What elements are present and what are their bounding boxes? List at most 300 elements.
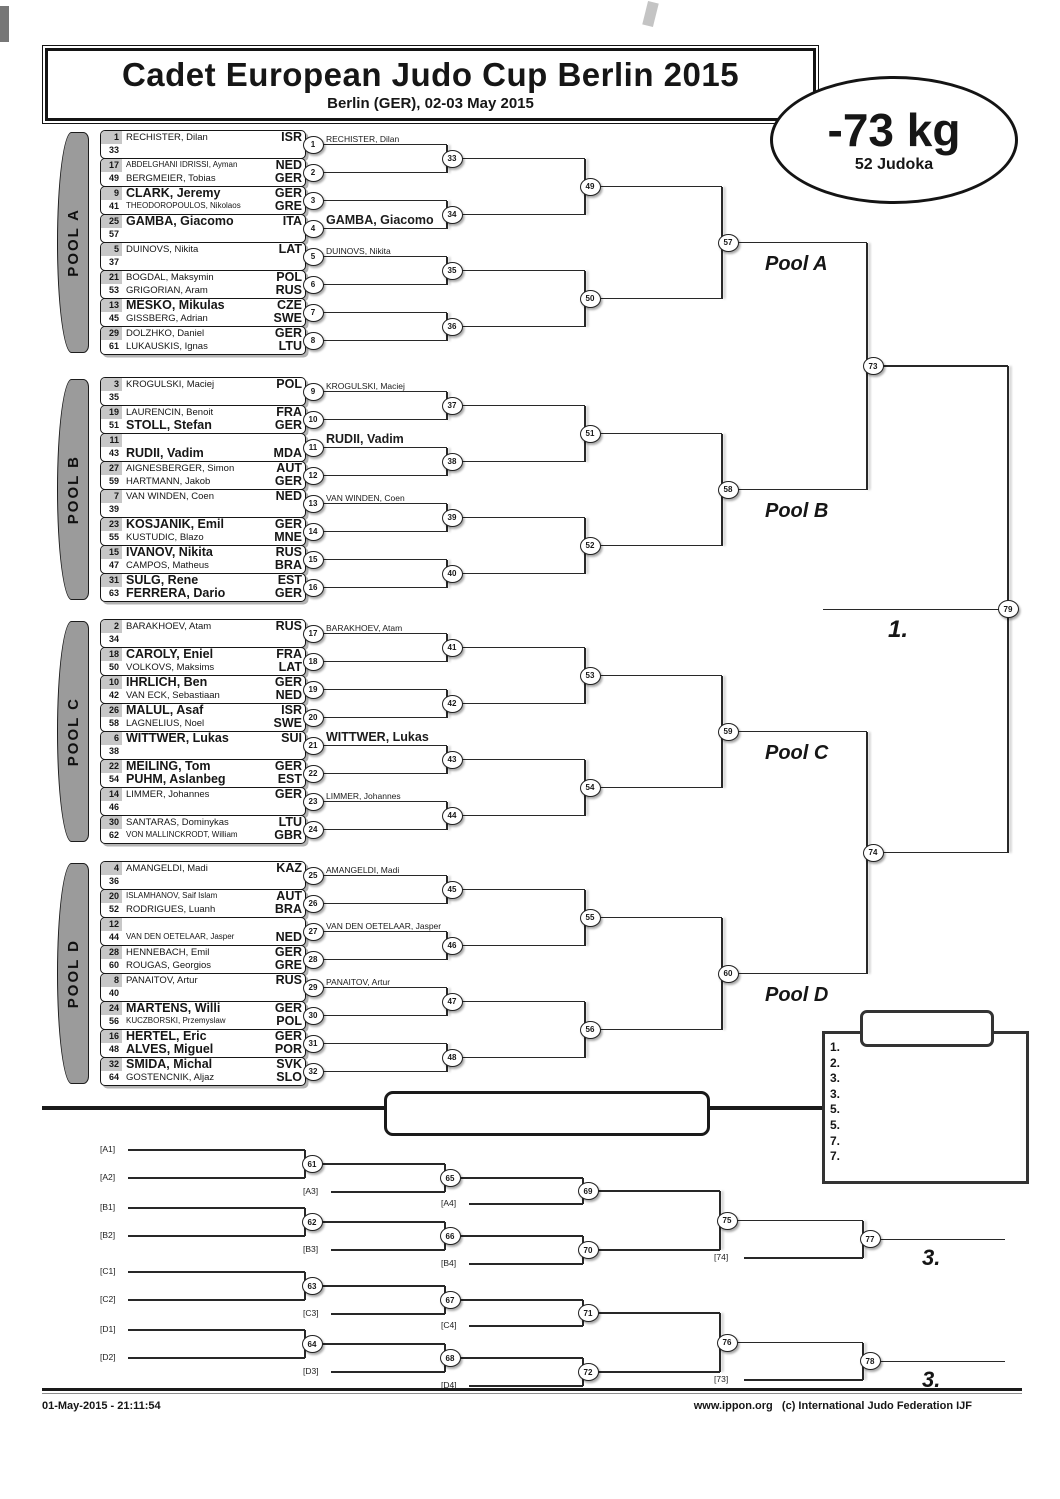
athlete-pair-box bbox=[100, 973, 306, 1002]
pool-label: Pool B bbox=[765, 499, 829, 522]
athlete-seed-number: 49 bbox=[108, 173, 119, 184]
athlete-seed-number: 7 bbox=[101, 490, 122, 503]
match-circle-21: 21 bbox=[303, 737, 324, 755]
weight-category-badge bbox=[770, 76, 1018, 204]
athlete-seed-number: 41 bbox=[108, 201, 119, 212]
match-circle-56: 56 bbox=[580, 1021, 601, 1039]
bracket-line-h bbox=[585, 917, 722, 919]
athlete-seed-number: 59 bbox=[108, 476, 119, 487]
athlete-row bbox=[101, 462, 305, 475]
athlete-country: RUS bbox=[275, 620, 302, 633]
athlete-pair-box bbox=[100, 815, 306, 844]
athlete-row bbox=[101, 620, 305, 633]
athlete-row bbox=[101, 215, 305, 228]
athlete-country: NED bbox=[275, 159, 302, 172]
athlete-seed-number: 17 bbox=[101, 159, 122, 172]
athlete-country: FRA bbox=[276, 648, 302, 661]
bye-athlete-label: PANAITOV, Artur bbox=[326, 976, 391, 987]
athlete-seed-number: 26 bbox=[101, 704, 122, 717]
match-circle-37: 37 bbox=[442, 397, 463, 415]
first-place-label: 1. bbox=[888, 616, 909, 644]
athlete-row bbox=[101, 689, 305, 702]
crossref-label: [73] bbox=[714, 1374, 729, 1384]
match-circle-16: 16 bbox=[303, 579, 324, 597]
repechage-slot-label: [A3] bbox=[303, 1186, 319, 1196]
athlete-seed-number: 27 bbox=[101, 462, 122, 475]
athlete-country: GER bbox=[274, 171, 302, 185]
athlete-country: RUS bbox=[275, 974, 302, 987]
athlete-row bbox=[101, 959, 305, 972]
bracket-line-h bbox=[305, 1163, 445, 1165]
match-circle-13: 13 bbox=[303, 495, 324, 513]
athlete-row bbox=[101, 256, 305, 269]
athlete-name: VOLKOVS, Maksims bbox=[126, 662, 215, 673]
pool-banner-label: POOL B bbox=[64, 454, 82, 525]
bracket-line-h bbox=[306, 587, 447, 589]
athlete-seed-number: 9 bbox=[101, 187, 122, 200]
bracket-line-h bbox=[447, 517, 585, 519]
athlete-name: IVANOV, Nikita bbox=[126, 546, 213, 559]
bracket-line-h bbox=[305, 1285, 445, 1287]
athlete-name: BERGMEIER, Tobias bbox=[126, 173, 216, 184]
bracket-line-h bbox=[306, 391, 447, 393]
match-circle-8: 8 bbox=[303, 332, 324, 350]
match-circle-33: 33 bbox=[442, 150, 463, 168]
bracket-line-h bbox=[306, 773, 447, 775]
athlete-name: CAMPOS, Matheus bbox=[126, 560, 209, 571]
athlete-seed-number: 6 bbox=[101, 732, 122, 745]
athlete-row bbox=[101, 704, 305, 717]
bye-athlete-label: DUINOVS, Nikita bbox=[326, 245, 391, 256]
athlete-country: AUT bbox=[276, 462, 302, 475]
bracket-line-h bbox=[585, 675, 722, 677]
athlete-country: GER bbox=[274, 474, 302, 488]
athlete-name: ALVES, Miguel bbox=[126, 1043, 214, 1056]
athlete-row bbox=[101, 327, 305, 340]
match-circle-34: 34 bbox=[442, 206, 463, 224]
bracket-line-h bbox=[306, 959, 447, 961]
athlete-name: VAN ECK, Sebastiaan bbox=[126, 690, 220, 701]
match-circle-61: 61 bbox=[302, 1155, 323, 1173]
athlete-pair-box bbox=[100, 647, 306, 676]
bracket-line-h bbox=[583, 1249, 720, 1251]
athlete-seed-number: 19 bbox=[101, 406, 122, 419]
athlete-row bbox=[101, 890, 305, 903]
match-circle-6: 6 bbox=[303, 276, 324, 294]
match-circle-22: 22 bbox=[303, 765, 324, 783]
athlete-pair-box bbox=[100, 1001, 306, 1030]
athlete-seed-number: 57 bbox=[108, 229, 119, 240]
athlete-country: GER bbox=[274, 187, 302, 200]
athlete-country: LTU bbox=[278, 816, 302, 829]
match-circle-11: 11 bbox=[303, 439, 324, 457]
footer-rule bbox=[42, 1388, 1022, 1391]
result-place-label: 7. bbox=[830, 1133, 841, 1148]
bye-athlete-label: RECHISTER, Dilan bbox=[326, 133, 400, 144]
athlete-pair-box bbox=[100, 731, 306, 760]
athlete-name: RECHISTER, Dilan bbox=[126, 132, 208, 143]
athlete-row bbox=[101, 633, 305, 646]
pool-banner-label: POOL C bbox=[64, 696, 82, 767]
bracket-line-h bbox=[469, 1263, 583, 1265]
athlete-row bbox=[101, 1058, 305, 1071]
match-circle-5: 5 bbox=[303, 248, 324, 266]
athlete-country: POL bbox=[276, 378, 302, 391]
bracket-line-h bbox=[469, 1325, 583, 1327]
judoka-count: 52 Judoka bbox=[854, 155, 934, 173]
bracket-line-h bbox=[863, 1239, 1005, 1241]
athlete-country: BRA bbox=[274, 558, 302, 572]
match-circle-36: 36 bbox=[442, 318, 463, 336]
footer-timestamp: 01-May-2015 - 21:11:54 bbox=[42, 1400, 161, 1412]
scan-artifact bbox=[0, 6, 9, 42]
repechage-slot-label: [C2] bbox=[100, 1294, 116, 1304]
athlete-name: MESKO, Mikulas bbox=[126, 299, 225, 312]
athlete-name: VON MALLINCKRODT, William bbox=[126, 831, 238, 840]
athlete-name: LAURENCIN, Benoit bbox=[126, 407, 214, 418]
athlete-seed-number: 2 bbox=[101, 620, 122, 633]
athlete-pair-box bbox=[100, 861, 306, 890]
athlete-name: HARTMANN, Jakob bbox=[126, 476, 211, 487]
athlete-country: LAT bbox=[278, 660, 302, 674]
athlete-row bbox=[101, 760, 305, 773]
bracket-line-h bbox=[306, 503, 447, 505]
header-box bbox=[45, 48, 816, 121]
bracket-line-h bbox=[128, 1177, 305, 1179]
bracket-line-h bbox=[306, 633, 447, 635]
athlete-country: SWE bbox=[273, 716, 302, 730]
athlete-seed-number: 31 bbox=[101, 574, 122, 587]
match-circle-55: 55 bbox=[580, 909, 601, 927]
match-circle-25: 25 bbox=[303, 867, 324, 885]
bracket-line-h bbox=[583, 1371, 720, 1373]
match-circle-50: 50 bbox=[580, 290, 601, 308]
bracket-line-h bbox=[744, 1379, 863, 1381]
match-circle-29: 29 bbox=[303, 979, 324, 997]
athlete-name: CAROLY, Eniel bbox=[126, 648, 214, 661]
athlete-row bbox=[101, 391, 305, 404]
athlete-name: HENNEBACH, Emil bbox=[126, 947, 210, 958]
match-circle-2: 2 bbox=[303, 164, 324, 182]
athlete-seed-number: 47 bbox=[108, 560, 119, 571]
athlete-country: FRA bbox=[276, 406, 302, 419]
result-place-label: 1. bbox=[830, 1040, 841, 1054]
athlete-name: MARTENS, Willi bbox=[126, 1002, 221, 1015]
athlete-country: GRE bbox=[274, 199, 302, 213]
match-circle-40: 40 bbox=[442, 565, 463, 583]
repechage-slot-label: [A1] bbox=[100, 1144, 116, 1154]
athlete-row bbox=[101, 1071, 305, 1084]
match-circle-74: 74 bbox=[863, 844, 884, 862]
match-circle-27: 27 bbox=[303, 923, 324, 941]
athlete-name: AIGNESBERGER, Simon bbox=[126, 463, 235, 474]
bracket-line-h bbox=[306, 312, 447, 314]
pool-banner-d bbox=[57, 863, 89, 1084]
athlete-pair-box bbox=[100, 298, 306, 327]
athlete-name: PANAITOV, Artur bbox=[126, 975, 198, 986]
match-circle-9: 9 bbox=[303, 383, 324, 401]
bracket-line-h bbox=[469, 1385, 583, 1387]
athlete-name: GAMBA, Giacomo bbox=[126, 215, 234, 228]
athlete-row bbox=[101, 228, 305, 241]
athlete-name: THEODOROPOULOS, Nikolaos bbox=[126, 202, 241, 211]
athlete-row bbox=[101, 271, 305, 284]
bracket-line-h bbox=[306, 875, 447, 877]
match-circle-51: 51 bbox=[580, 425, 601, 443]
athlete-seed-number: 20 bbox=[101, 890, 122, 903]
athlete-row bbox=[101, 773, 305, 786]
athlete-pair-box bbox=[100, 889, 306, 918]
athlete-pair-box bbox=[100, 619, 306, 648]
bracket-line-h bbox=[445, 1235, 583, 1237]
athlete-seed-number: 13 bbox=[101, 299, 122, 312]
repechage-slot-label: [B1] bbox=[100, 1202, 116, 1212]
athlete-row bbox=[101, 131, 305, 144]
athlete-row bbox=[101, 531, 305, 544]
athlete-pair-box bbox=[100, 489, 306, 518]
pool-banner-b bbox=[57, 379, 89, 600]
bracket-line-h bbox=[447, 1057, 585, 1059]
athlete-row bbox=[101, 1030, 305, 1043]
athlete-seed-number: 42 bbox=[108, 690, 119, 701]
athlete-seed-number: 29 bbox=[101, 327, 122, 340]
bracket-line-h bbox=[447, 270, 585, 272]
athlete-seed-number: 43 bbox=[108, 448, 119, 459]
athlete-name: MALUL, Asaf bbox=[126, 704, 204, 717]
bracket-line-h bbox=[128, 1207, 305, 1209]
bye-athlete-label: LIMMER, Johannes bbox=[326, 790, 401, 801]
athlete-seed-number: 33 bbox=[108, 145, 119, 156]
match-circle-49: 49 bbox=[580, 178, 601, 196]
athlete-country: NED bbox=[275, 490, 302, 503]
repechage-slot-label: [B3] bbox=[303, 1244, 319, 1254]
bracket-line-h bbox=[447, 573, 585, 575]
athlete-name: SULG, Rene bbox=[126, 574, 199, 587]
athlete-country: ITA bbox=[282, 215, 302, 228]
athlete-country: SLO bbox=[276, 1070, 302, 1084]
athlete-row bbox=[101, 378, 305, 391]
result-place-label: 5. bbox=[830, 1102, 841, 1117]
match-circle-46: 46 bbox=[442, 937, 463, 955]
athlete-name: RODRIGUES, Luanh bbox=[126, 904, 216, 915]
athlete-pair-box bbox=[100, 130, 306, 159]
athlete-seed-number: 44 bbox=[108, 932, 119, 943]
result-place-label: 2. bbox=[830, 1055, 841, 1070]
athlete-row bbox=[101, 862, 305, 875]
bracket-line-h bbox=[447, 815, 585, 817]
athlete-seed-number: 14 bbox=[101, 788, 122, 801]
match-circle-3: 3 bbox=[303, 192, 324, 210]
match-circle-53: 53 bbox=[580, 667, 601, 685]
athlete-pair-box bbox=[100, 214, 306, 243]
bracket-line-h bbox=[583, 1190, 720, 1192]
athlete-name: FERRERA, Dario bbox=[126, 587, 226, 600]
match-circle-48: 48 bbox=[442, 1049, 463, 1067]
athlete-row bbox=[101, 340, 305, 353]
bracket-line-h bbox=[305, 1343, 445, 1345]
athlete-country: GER bbox=[274, 788, 302, 801]
athlete-row bbox=[101, 159, 305, 172]
match-circle-30: 30 bbox=[303, 1007, 324, 1025]
match-circle-59: 59 bbox=[718, 723, 739, 741]
bracket-line-h bbox=[722, 973, 867, 975]
bracket-line-h bbox=[306, 801, 447, 803]
athlete-seed-number: 61 bbox=[108, 341, 119, 352]
crossref-label: [74] bbox=[714, 1252, 729, 1262]
athlete-row bbox=[101, 574, 305, 587]
repechage-slot-label: [D3] bbox=[303, 1366, 319, 1376]
bracket-line-h bbox=[447, 703, 585, 705]
athlete-country: AUT bbox=[276, 890, 302, 903]
bracket-line-h bbox=[585, 298, 722, 300]
athlete-row bbox=[101, 717, 305, 730]
athlete-row bbox=[101, 299, 305, 312]
bracket-line-h bbox=[585, 186, 722, 188]
bracket-line-h bbox=[306, 745, 447, 747]
athlete-seed-number: 37 bbox=[108, 257, 119, 268]
athlete-seed-number: 23 bbox=[101, 518, 122, 531]
athlete-name: VAN DEN OETELAAR, Jasper bbox=[126, 933, 235, 942]
athlete-pair-box bbox=[100, 1029, 306, 1058]
athlete-country: LTU bbox=[278, 339, 302, 353]
athlete-name: KUCZBORSKI, Przemyslaw bbox=[126, 1017, 226, 1026]
athlete-name: RUDII, Vadim bbox=[126, 447, 204, 460]
athlete-seed-number: 18 bbox=[101, 648, 122, 661]
athlete-name: LIMMER, Johannes bbox=[126, 789, 210, 800]
athlete-name: PUHM, Aslanbeg bbox=[126, 773, 226, 786]
athlete-country: ISR bbox=[281, 704, 302, 717]
page-subtitle: Berlin (GER), 02-03 May 2015 bbox=[327, 94, 534, 112]
bracket-line-h bbox=[306, 284, 447, 286]
athlete-name: LAGNELIUS, Noel bbox=[126, 718, 205, 729]
athlete-pair-box bbox=[100, 461, 306, 490]
athlete-row bbox=[101, 918, 305, 931]
athlete-row bbox=[101, 518, 305, 531]
pool-banner-a bbox=[57, 132, 89, 353]
repechage-slot-label: [B2] bbox=[100, 1230, 116, 1240]
athlete-seed-number: 34 bbox=[108, 634, 119, 645]
footer-credit: www.ippon.org (c) International Judo Federation IJF bbox=[693, 1400, 972, 1412]
bye-athlete-label: AMANGELDI, Madi bbox=[326, 864, 400, 875]
athlete-seed-number: 48 bbox=[108, 1044, 119, 1055]
bracket-line-h bbox=[331, 1313, 445, 1315]
athlete-country: EST bbox=[277, 574, 302, 587]
athlete-seed-number: 46 bbox=[108, 802, 119, 813]
athlete-row bbox=[101, 661, 305, 674]
bracket-line-h bbox=[722, 489, 867, 491]
bracket-line-h bbox=[331, 1249, 445, 1251]
athlete-row bbox=[101, 475, 305, 488]
match-circle-67: 67 bbox=[440, 1291, 461, 1309]
athlete-seed-number: 38 bbox=[108, 746, 119, 757]
athlete-seed-number: 50 bbox=[108, 662, 119, 673]
bracket-line-h bbox=[867, 852, 1008, 854]
athlete-country: GER bbox=[274, 1002, 302, 1015]
athlete-seed-number: 21 bbox=[101, 271, 122, 284]
results-box-tab bbox=[860, 1010, 994, 1047]
athlete-name: GRIGORIAN, Aram bbox=[126, 285, 208, 296]
repechage-slot-label: [D1] bbox=[100, 1324, 116, 1334]
bracket-line-h bbox=[445, 1299, 583, 1301]
bracket-line-h bbox=[128, 1299, 305, 1301]
athlete-pair-box bbox=[100, 573, 306, 602]
bracket-line-h bbox=[331, 1191, 445, 1193]
athlete-pair-box bbox=[100, 326, 306, 355]
result-place-label: 3. bbox=[830, 1071, 841, 1086]
match-circle-65: 65 bbox=[440, 1169, 461, 1187]
athlete-row bbox=[101, 490, 305, 503]
match-circle-32: 32 bbox=[303, 1063, 324, 1081]
bracket-line-h bbox=[128, 1357, 305, 1359]
athlete-seed-number: 40 bbox=[108, 988, 119, 999]
bracket-line-h bbox=[722, 731, 867, 733]
result-place-label: 5. bbox=[830, 1118, 841, 1132]
bracket-line-h bbox=[128, 1329, 305, 1331]
athlete-seed-number: 4 bbox=[101, 862, 122, 875]
match-circle-54: 54 bbox=[580, 779, 601, 797]
athlete-seed-number: 35 bbox=[108, 392, 119, 403]
athlete-seed-number: 15 bbox=[101, 546, 122, 559]
athlete-seed-number: 11 bbox=[101, 434, 122, 447]
athlete-name: ABDELGHANI IDRISSI, Ayman bbox=[126, 161, 238, 170]
repechage-slot-label: [D4] bbox=[441, 1380, 457, 1390]
athlete-row bbox=[101, 946, 305, 959]
athlete-row bbox=[101, 587, 305, 600]
athlete-row bbox=[101, 172, 305, 185]
athlete-row bbox=[101, 801, 305, 814]
bye-athlete-label: BARAKHOEV, Atam bbox=[326, 622, 403, 633]
athlete-row bbox=[101, 788, 305, 801]
match-circle-63: 63 bbox=[302, 1277, 323, 1295]
athlete-seed-number: 8 bbox=[101, 974, 122, 987]
bye-athlete-label: KROGULSKI, Maciej bbox=[326, 380, 405, 391]
athlete-row bbox=[101, 1002, 305, 1015]
repechage-slot-label: [D2] bbox=[100, 1352, 116, 1362]
athlete-seed-number: 22 bbox=[101, 760, 122, 773]
scan-artifact bbox=[642, 1, 658, 27]
athlete-country: CZE bbox=[277, 299, 302, 312]
athlete-country: RUS bbox=[275, 546, 302, 559]
match-circle-10: 10 bbox=[303, 411, 324, 429]
results-box bbox=[822, 1031, 1029, 1184]
match-circle-24: 24 bbox=[303, 821, 324, 839]
athlete-pair-box bbox=[100, 545, 306, 574]
athlete-pair-box bbox=[100, 186, 306, 215]
repechage-slot-label: [C1] bbox=[100, 1266, 116, 1276]
athlete-row bbox=[101, 732, 305, 745]
athlete-seed-number: 60 bbox=[108, 960, 119, 971]
athlete-country: LAT bbox=[278, 243, 302, 256]
athlete-pair-box bbox=[100, 1057, 306, 1086]
athlete-row bbox=[101, 903, 305, 916]
athlete-country: GER bbox=[274, 586, 302, 600]
athlete-seed-number: 30 bbox=[101, 816, 122, 829]
match-circle-26: 26 bbox=[303, 895, 324, 913]
athlete-seed-number: 53 bbox=[108, 285, 119, 296]
bracket-line-h bbox=[306, 144, 447, 146]
athlete-row bbox=[101, 546, 305, 559]
athlete-name: AMANGELDI, Madi bbox=[126, 863, 208, 874]
repechage-slot-label: [B4] bbox=[441, 1258, 457, 1268]
match-circle-28: 28 bbox=[303, 951, 324, 969]
match-circle-58: 58 bbox=[718, 481, 739, 499]
bracket-line-h bbox=[306, 531, 447, 533]
bracket-line-h bbox=[720, 1220, 863, 1222]
bracket-line-h bbox=[306, 829, 447, 831]
match-circle-7: 7 bbox=[303, 304, 324, 322]
match-circle-19: 19 bbox=[303, 681, 324, 699]
athlete-pair-box bbox=[100, 787, 306, 816]
